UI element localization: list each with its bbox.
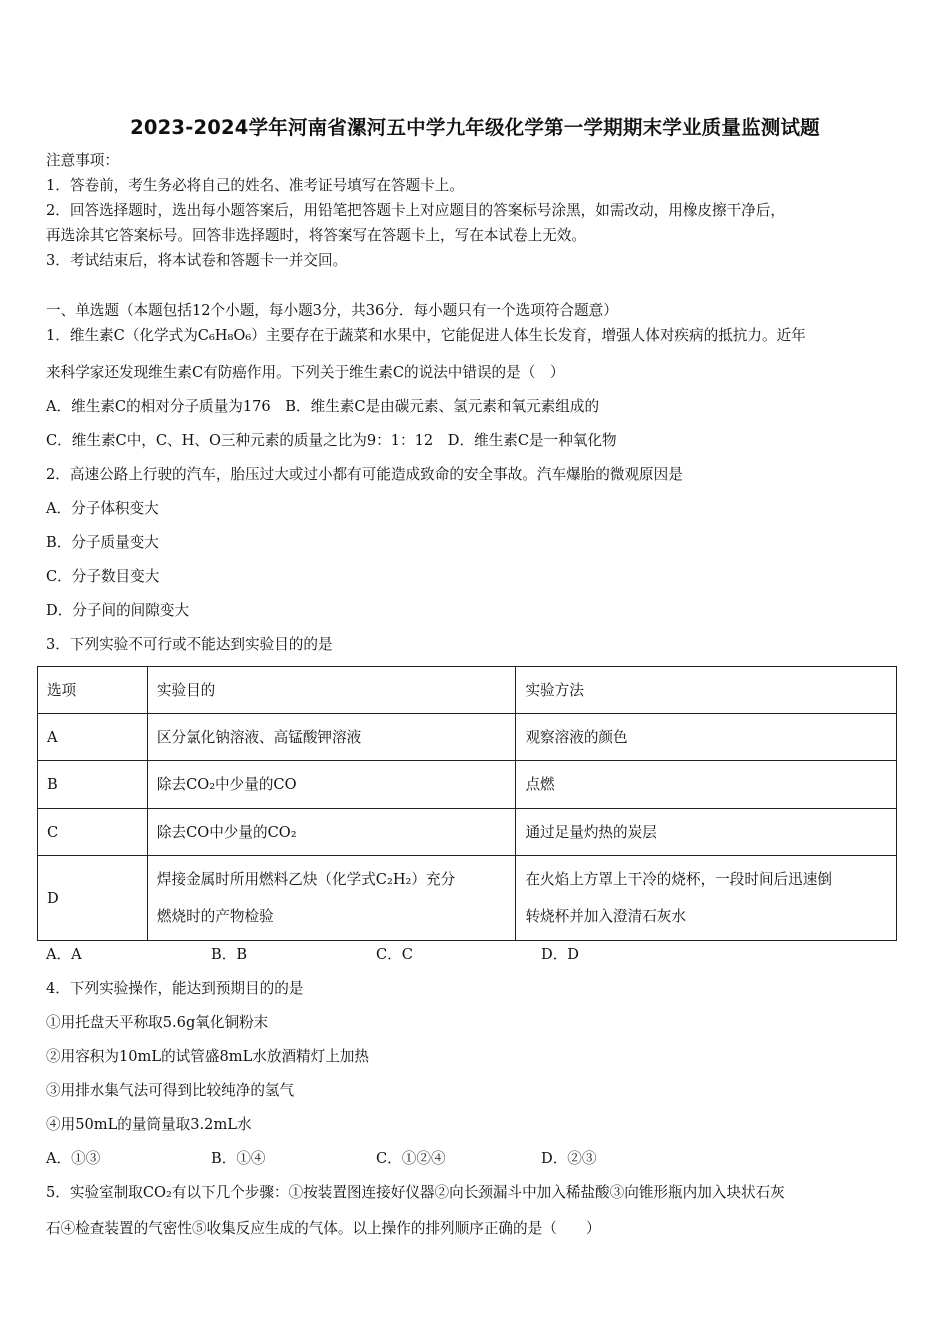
table-cell-purpose: 除去CO₂中少量的CO <box>147 761 516 809</box>
q1-options-cd: C．维生素C中，C、H、O三种元素的质量之比为9：1：12 D．维生素C是一种氧化物 <box>46 432 617 449</box>
q5-stem: 5．实验室制取CO₂有以下几个步骤：①按装置图连接好仪器②向长颈漏斗中加入稀盐酸③向锥形瓶内加入块状石灰 <box>46 1184 785 1201</box>
table-cell-method <box>516 856 897 941</box>
table-header-cell: 实验目的 <box>147 667 516 714</box>
answer-option: A．A <box>46 946 82 963</box>
table-cell-purpose <box>147 856 516 941</box>
q2-option-d: D．分子间的间隙变大 <box>46 602 190 619</box>
table-cell-option: A <box>38 714 148 761</box>
q3-stem: 3．下列实验不可行或不能达到实验目的的是 <box>46 636 333 653</box>
method-line: 转烧杯并加入澄清石灰水 <box>525 908 686 925</box>
q4-item: ③用排水集气法可得到比较纯净的氢气 <box>46 1082 295 1099</box>
q2-option-c: C．分子数目变大 <box>46 568 160 585</box>
notice-item: 3．考试结束后，将本试卷和答题卡一并交回。 <box>46 252 348 269</box>
section-heading: 一、单选题（本题包括12个小题，每小题3分，共36分．每小题只有一个选项符合题意） <box>46 302 618 319</box>
answer-option: C．①②④ <box>376 1150 446 1167</box>
answer-option: B．B <box>211 946 248 963</box>
table-cell-option: C <box>38 809 148 856</box>
q4-item: ①用托盘天平称取5.6g氧化铜粉末 <box>46 1014 269 1031</box>
table-cell-purpose: 区分氯化钠溶液、高锰酸钾溶液 <box>147 714 516 761</box>
experiment-table <box>37 666 897 941</box>
q1-options-ab: A．维生素C的相对分子质量为176 B．维生素C是由碳元素、氢元素和氧元素组成的 <box>46 398 600 415</box>
q4-item: ②用容积为10mL的试管盛8mL水放酒精灯上加热 <box>46 1048 370 1065</box>
table-cell-method: 观察溶液的颜色 <box>516 714 897 761</box>
answer-option: B．①④ <box>211 1150 266 1167</box>
notice-item: 2．回答选择题时，选出每小题答案后，用铅笔把答题卡上对应题目的答案标号涂黑，如需改动，用橡皮擦干净后， <box>46 202 785 219</box>
table-cell-method: 通过足量灼热的炭层 <box>516 809 897 856</box>
table-cell-method: 点燃 <box>516 761 897 809</box>
table-row <box>38 761 897 809</box>
q4-stem: 4．下列实验操作，能达到预期目的的是 <box>46 980 304 997</box>
notice-heading: 注意事项： <box>46 152 119 169</box>
table-header-cell: 选项 <box>38 667 148 714</box>
q5-stem-cont: 石④检查装置的气密性⑤收集反应生成的气体。以上操作的排列顺序正确的是（ ） <box>46 1220 601 1237</box>
q4-item: ④用50mL的量筒量取3.2mL水 <box>46 1116 252 1133</box>
q1-stem-cont: 来科学家还发现维生素C有防癌作用。下列关于维生素C的说法中错误的是（ ） <box>46 364 565 381</box>
table-cell-option: D <box>38 856 148 941</box>
notice-item: 1．答卷前，考生务必将自己的姓名、准考证号填写在答题卡上。 <box>46 177 464 194</box>
answer-option: C．C <box>376 946 413 963</box>
table-row <box>38 809 897 856</box>
q2-stem: 2．高速公路上行驶的汽车，胎压过大或过小都有可能造成致命的安全事故。汽车爆胎的微观原因是 <box>46 466 683 483</box>
table-cell-purpose: 除去CO中少量的CO₂ <box>147 809 516 856</box>
table-header-cell: 实验方法 <box>516 667 897 714</box>
table-header-row <box>38 667 897 714</box>
answer-option: A．①③ <box>46 1150 101 1167</box>
table-row <box>38 714 897 761</box>
q2-option-b: B．分子质量变大 <box>46 534 159 551</box>
page-title: 2023-2024学年河南省漯河五中学九年级化学第一学期期末学业质量监测试题 <box>130 116 820 139</box>
answer-option: D．D <box>541 946 579 963</box>
method-line: 在火焰上方罩上干冷的烧杯，一段时间后迅速倒 <box>525 871 832 888</box>
table-cell-option: B <box>38 761 148 809</box>
notice-item: 再选涂其它答案标号。回答非选择题时，将答案写在答题卡上，写在本试卷上无效。 <box>46 227 586 244</box>
purpose-line: 焊接金属时所用燃料乙炔（化学式C₂H₂）充分 <box>156 871 456 888</box>
purpose-line: 燃烧时的产物检验 <box>156 908 274 925</box>
answer-option: D．②③ <box>541 1150 597 1167</box>
q2-option-a: A．分子体积变大 <box>46 500 159 517</box>
table-row <box>38 856 897 941</box>
q1-stem: 1．维生素C（化学式为C₆H₈O₆）主要存在于蔬菜和水果中，它能促进人体生长发育，增强人体对疾病的抵抗力。近年 <box>46 327 806 344</box>
